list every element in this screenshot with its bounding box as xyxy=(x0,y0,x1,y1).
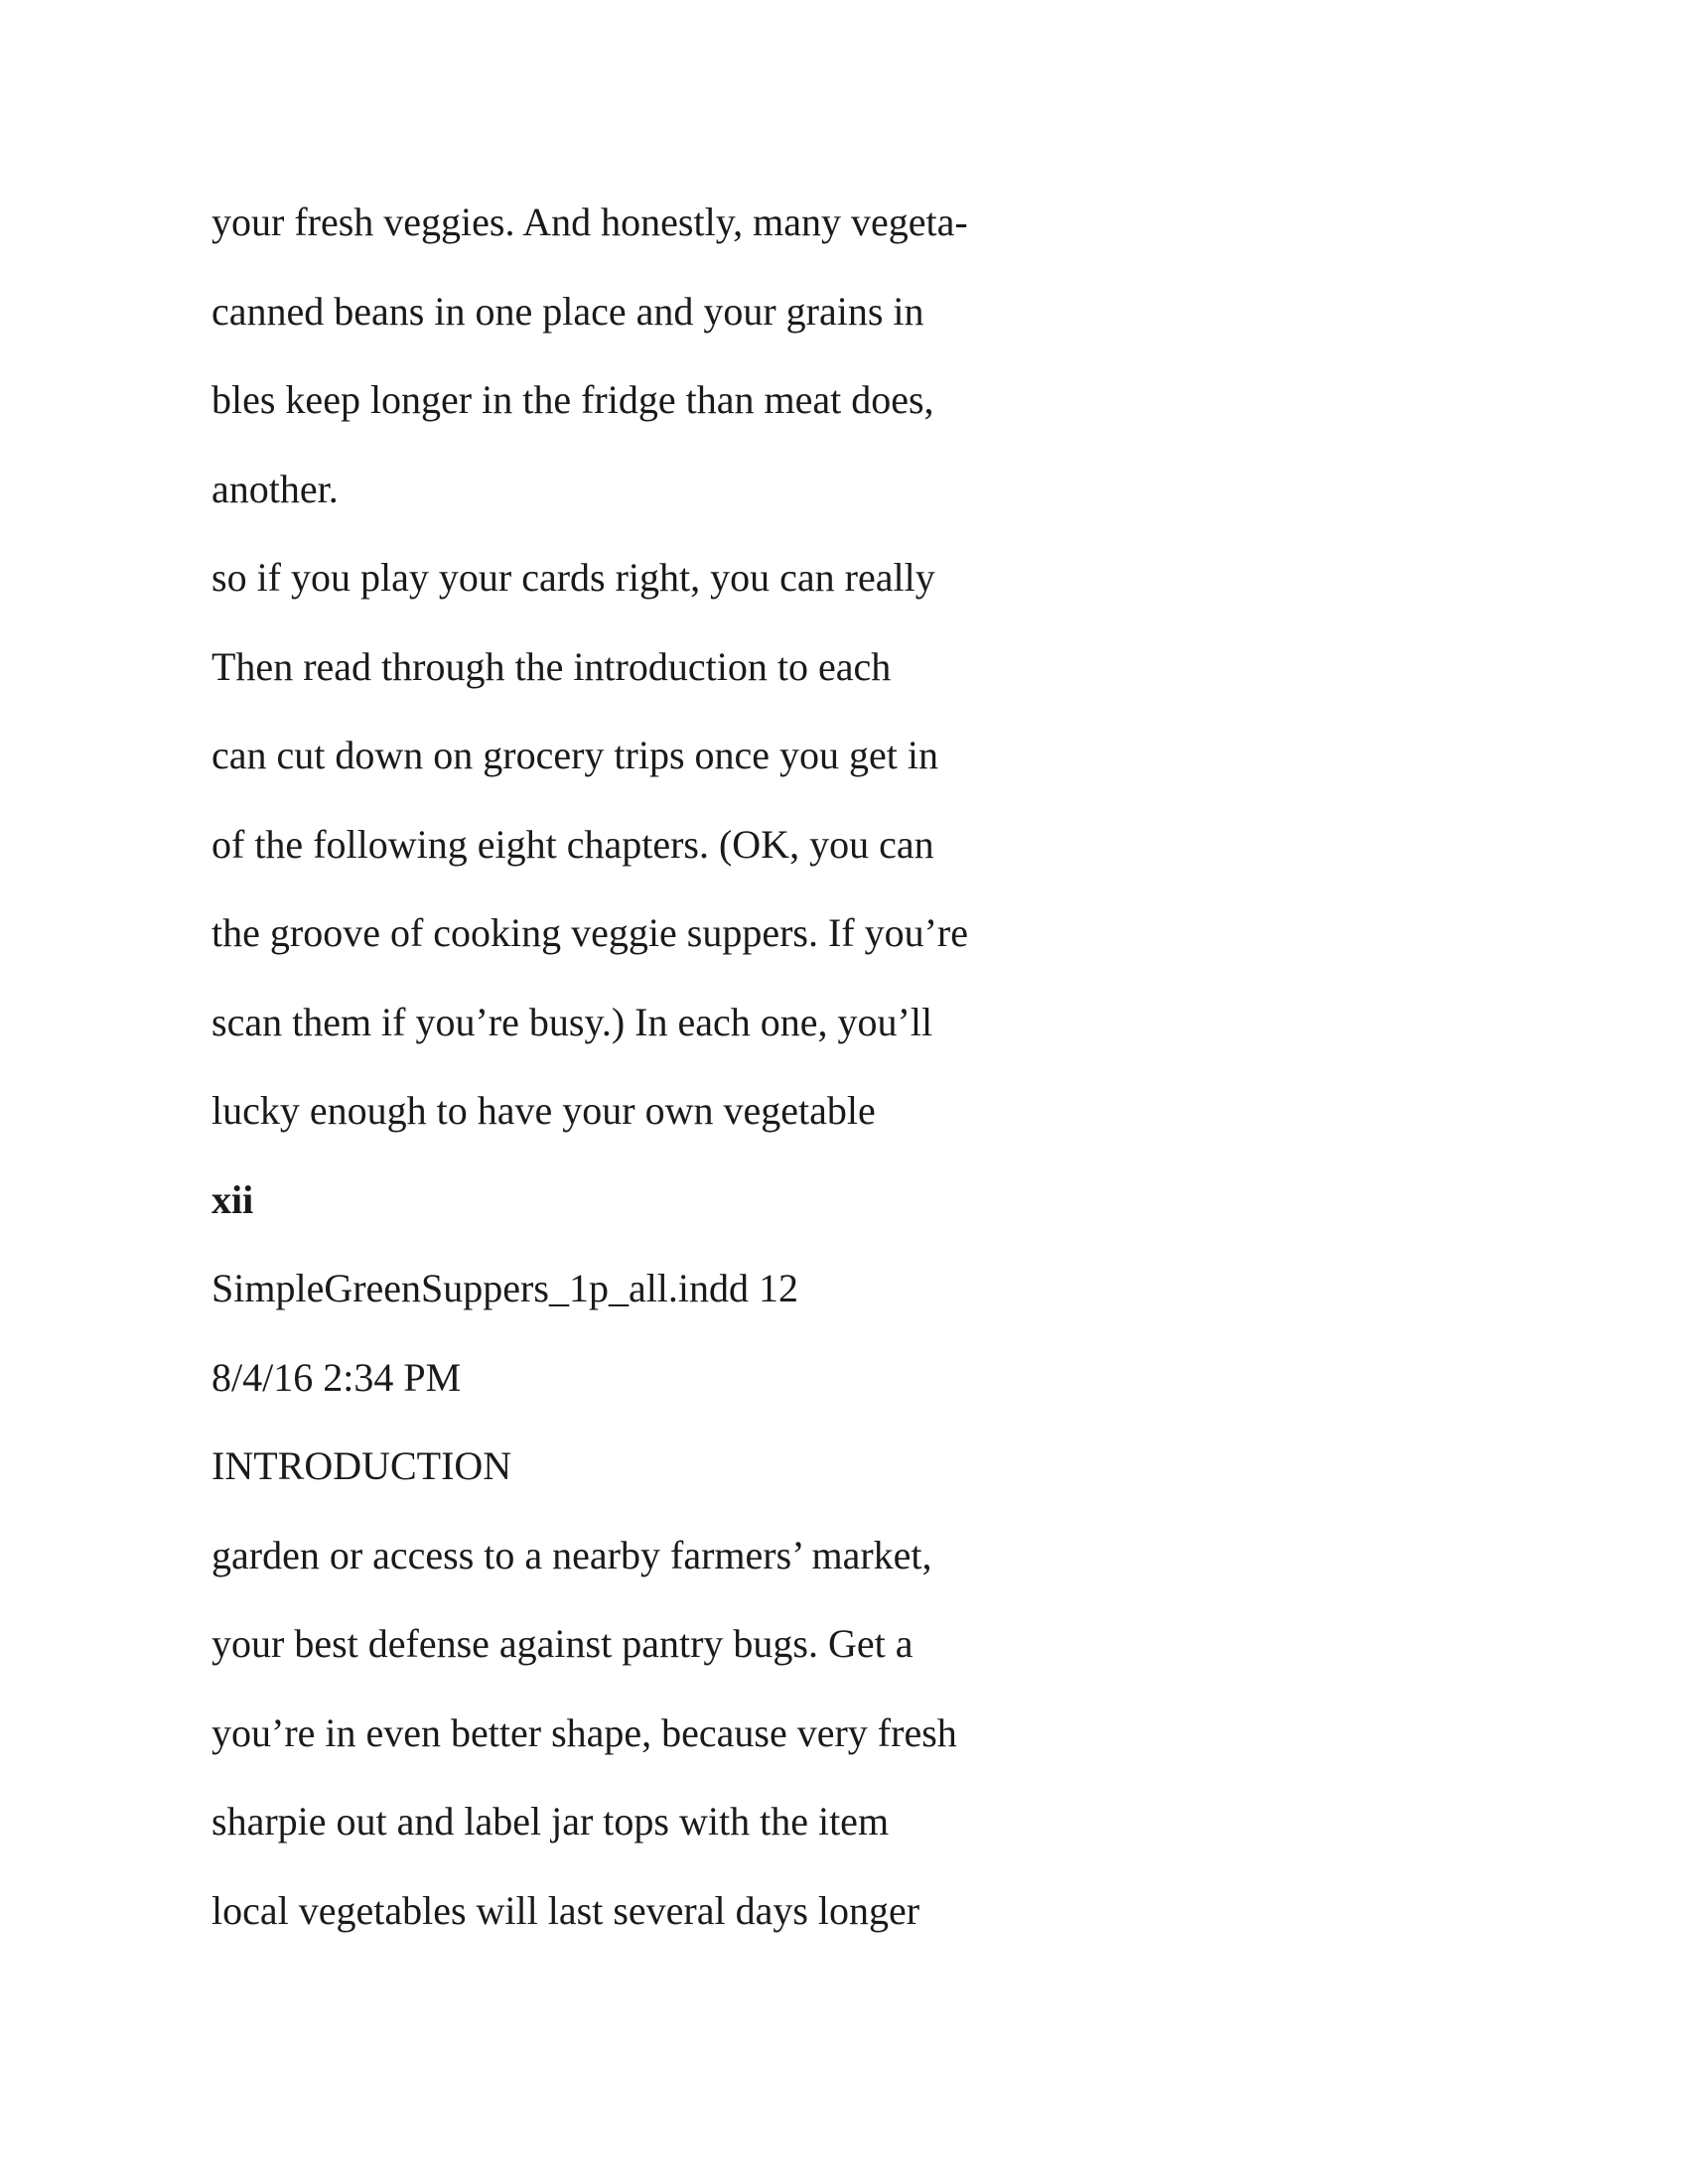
text-line: local vegetables will last several days longer xyxy=(211,1887,920,1933)
text-line: another. xyxy=(211,466,339,511)
page-number: xii xyxy=(211,1176,254,1222)
running-header: INTRODUCTION xyxy=(211,1443,512,1488)
text-line: sharpie out and label jar tops with the item xyxy=(211,1799,890,1843)
print-timestamp: 8/4/16 2:34 PM xyxy=(211,1354,462,1400)
text-line: you’re in even better shape, because very fresh xyxy=(211,1709,957,1755)
text-line: the groove of cooking veggie suppers. If you’re xyxy=(211,910,968,955)
text-line: your fresh veggies. And honestly, many vegeta- xyxy=(211,200,968,244)
text-line: Then read through the introduction to each xyxy=(211,643,892,689)
text-line: lucky enough to have your own vegetable xyxy=(211,1088,876,1133)
text-line: bles keep longer in the fridge than meat does, xyxy=(211,377,934,422)
text-line: scan them if you’re busy.) In each one, you’ll xyxy=(211,999,933,1044)
text-line: canned beans in one place and your grains in xyxy=(211,288,924,334)
body-text xyxy=(211,183,1502,1960)
text-line: can cut down on grocery trips once you get in xyxy=(211,733,939,777)
text-line: of the following eight chapters. (OK, you can xyxy=(211,821,934,867)
file-slug: SimpleGreenSuppers_1p_all.indd 12 xyxy=(211,1266,799,1310)
text-line: your best defense against pantry bugs. Get a xyxy=(211,1621,914,1666)
text-line: so if you play your cards right, you can really xyxy=(211,555,935,600)
text-line: garden or access to a nearby farmers’ market, xyxy=(211,1532,932,1577)
